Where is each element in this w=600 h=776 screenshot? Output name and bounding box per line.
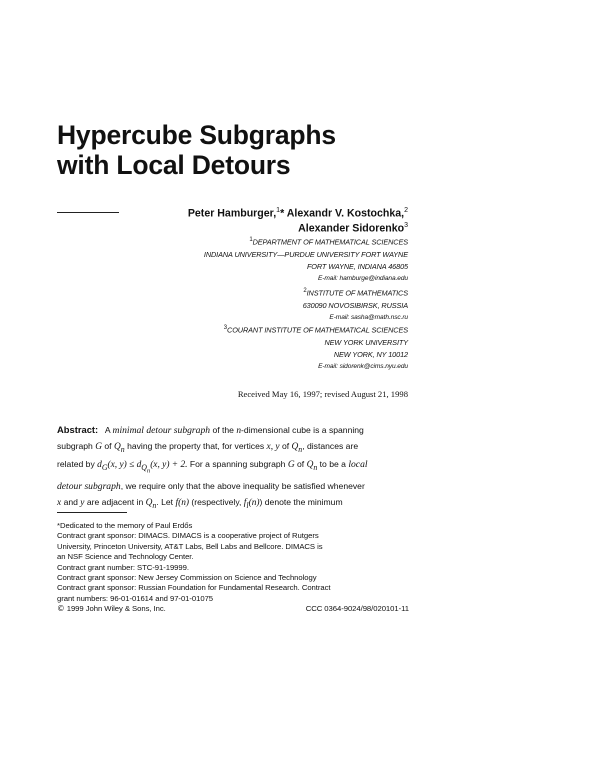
affiliation-3	[224, 322, 408, 374]
ccc-code: CCC 0364-9024/98/020101-11	[305, 604, 409, 614]
abstract-text: -dimensional cube is a spanning	[241, 425, 364, 435]
term-local: local	[348, 459, 368, 471]
author-list	[188, 205, 408, 234]
math-Qn	[292, 442, 303, 452]
math-Q: Q	[291, 441, 299, 452]
math-x: x	[57, 497, 62, 508]
abstract-text: For a spanning subgraph	[189, 459, 286, 470]
author-rule	[57, 212, 119, 213]
copyright-icon: ©	[57, 604, 65, 614]
affiliation-1-line	[204, 234, 408, 249]
footnote-line: University, Princeton University, AT&T Labs, Bell Labs and Bellcore. DIMACS is	[57, 541, 323, 551]
math-sub: n	[152, 500, 157, 510]
abstract-text: having the property that, for vertices	[127, 440, 265, 451]
copyright-text	[57, 604, 166, 614]
math-Qn	[307, 460, 318, 470]
footnote-line: Contract grant number: STC-91-19999.	[57, 562, 189, 572]
math-xy: x, y	[266, 441, 280, 452]
abstract-text: of	[297, 459, 305, 470]
abstract-text: related by	[57, 459, 95, 470]
footnote-dedication: *Dedicated to the memory of Paul Erdős	[57, 521, 193, 530]
math-part: (x, y) + 2.	[150, 460, 188, 471]
title-line-1: Hypercube Subgraphs	[57, 120, 336, 150]
math-sub: n	[313, 462, 318, 472]
affiliation-3-city: NEW YORK, NY 10012	[333, 350, 408, 360]
abstract	[57, 423, 408, 513]
article-title	[57, 120, 477, 180]
author-sup-3: 3	[404, 221, 408, 229]
math-Q: Q	[145, 497, 153, 508]
math-Q: Q	[141, 462, 147, 472]
math-sub: n	[120, 444, 125, 454]
math-n: n	[236, 426, 242, 436]
abstract-line-3	[57, 457, 408, 479]
math-Qn	[146, 498, 157, 508]
footnote-line: grant numbers: 96-01-01614 and 97-01-01075	[57, 593, 214, 603]
affiliation-1-sup: 1	[249, 237, 253, 243]
math-part: (x, y) ≤ d	[107, 460, 142, 471]
author-kostochka: * Alexandr V. Kostochka,	[280, 207, 405, 220]
abstract-line-2	[57, 439, 408, 457]
footnote-rule	[57, 512, 127, 513]
affiliation-1-city: FORT WAYNE, INDIANA 46805	[306, 262, 408, 272]
author-sup-1: 1	[276, 207, 281, 214]
math-sub: n	[146, 467, 151, 475]
math-sub: G	[101, 462, 108, 472]
term-minimal-detour: minimal detour subgraph	[112, 425, 211, 436]
affiliation-2-city: 630090 NOVOSIBIRSK, RUSSIA	[302, 300, 408, 310]
affiliation-2-dept: INSTITUTE OF MATHEMATICS	[306, 288, 408, 298]
author-sup-2: 2	[404, 207, 408, 214]
abstract-line-1	[57, 423, 408, 439]
author-sidorenko: Alexander Sidorenko	[298, 222, 405, 235]
footnote-line: an NSF Science and Technology Center.	[57, 552, 194, 562]
footnote-copyright-row	[57, 604, 409, 614]
abstract-text: . Let	[156, 496, 174, 507]
affiliation-1-email: E-mail: hamburge@indiana.edu	[317, 275, 408, 283]
math-part: (n)	[248, 497, 260, 508]
math-Qn	[114, 442, 125, 452]
affiliation-1-univ: INDIANA UNIVERSITY—PURDUE UNIVERSITY FORT WAYNE	[203, 249, 408, 259]
math-Q: Q	[306, 460, 314, 471]
footnotes	[57, 521, 409, 615]
abstract-text: (respectively,	[191, 496, 242, 507]
math-sub	[141, 462, 151, 475]
affiliation-3-univ: NEW YORK UNIVERSITY	[324, 337, 408, 347]
abstract-text: , distances are	[302, 440, 359, 451]
affiliation-3-dept: COURANT INSTITUTE OF MATHEMATICAL SCIENCES	[227, 325, 408, 335]
math-fln	[244, 498, 260, 508]
abstract-text: A	[104, 425, 111, 435]
received-date: Received May 16, 1997; revised August 21, 1998	[237, 389, 408, 399]
copyright-holder: 1999 John Wiley & Sons, Inc.	[64, 604, 166, 614]
affiliation-2	[303, 285, 408, 324]
affiliation-2-line	[303, 285, 408, 300]
math-fn: f(n)	[175, 497, 190, 508]
math-y: y	[80, 497, 85, 508]
footnote-line: Contract grant sponsor: Russian Foundation for Fundamental Research. Contract	[57, 583, 331, 593]
math-Q: Q	[113, 441, 121, 452]
abstract-text: , we require only that the above inequality be satisfied whenever	[120, 481, 365, 492]
math-sub: l	[246, 500, 249, 510]
abstract-text: are adjacent in	[86, 496, 144, 507]
abstract-line-5	[57, 495, 408, 513]
abstract-line-4	[57, 479, 408, 495]
abstract-text: to be a	[319, 459, 346, 470]
author-hamburger: Peter Hamburger,	[187, 207, 277, 220]
math-G: G	[287, 460, 295, 471]
abstract-label: Abstract:	[57, 424, 99, 435]
title-line-2: with Local Detours	[57, 150, 291, 180]
affiliation-2-email: E-mail: sasha@math.nsc.ru	[329, 314, 408, 322]
author-line-1	[188, 205, 408, 220]
footnote-line: Contract grant sponsor: DIMACS. DIMACS is a cooperative project of Rutgers	[57, 531, 319, 541]
abstract-text: and	[63, 496, 78, 507]
math-inequality	[97, 460, 188, 475]
abstract-text: of	[104, 440, 112, 451]
affiliation-2-sup: 2	[303, 288, 307, 294]
footnote-line: Contract grant sponsor: New Jersey Commission on Science and Technology	[57, 573, 317, 583]
abstract-text: of the	[212, 425, 234, 435]
math-sub: n	[298, 444, 303, 454]
math-d: d	[97, 460, 102, 471]
author-line-2	[188, 220, 408, 235]
abstract-text: subgraph	[57, 440, 93, 451]
affiliation-3-sup: 3	[223, 325, 228, 331]
abstract-text: of	[281, 440, 290, 451]
math-f: f	[243, 497, 247, 508]
math-G: G	[95, 441, 103, 452]
affiliation-3-email: E-mail: sidorenk@cims.nyu.edu	[318, 363, 408, 371]
term-detour-subgraph: detour subgraph	[57, 481, 121, 493]
affiliation-3-line	[224, 322, 408, 337]
affiliation-1	[204, 234, 408, 286]
abstract-text: ) denote the minimum	[259, 496, 343, 507]
affiliation-1-dept: DEPARTMENT OF MATHEMATICAL SCIENCES	[252, 237, 408, 247]
